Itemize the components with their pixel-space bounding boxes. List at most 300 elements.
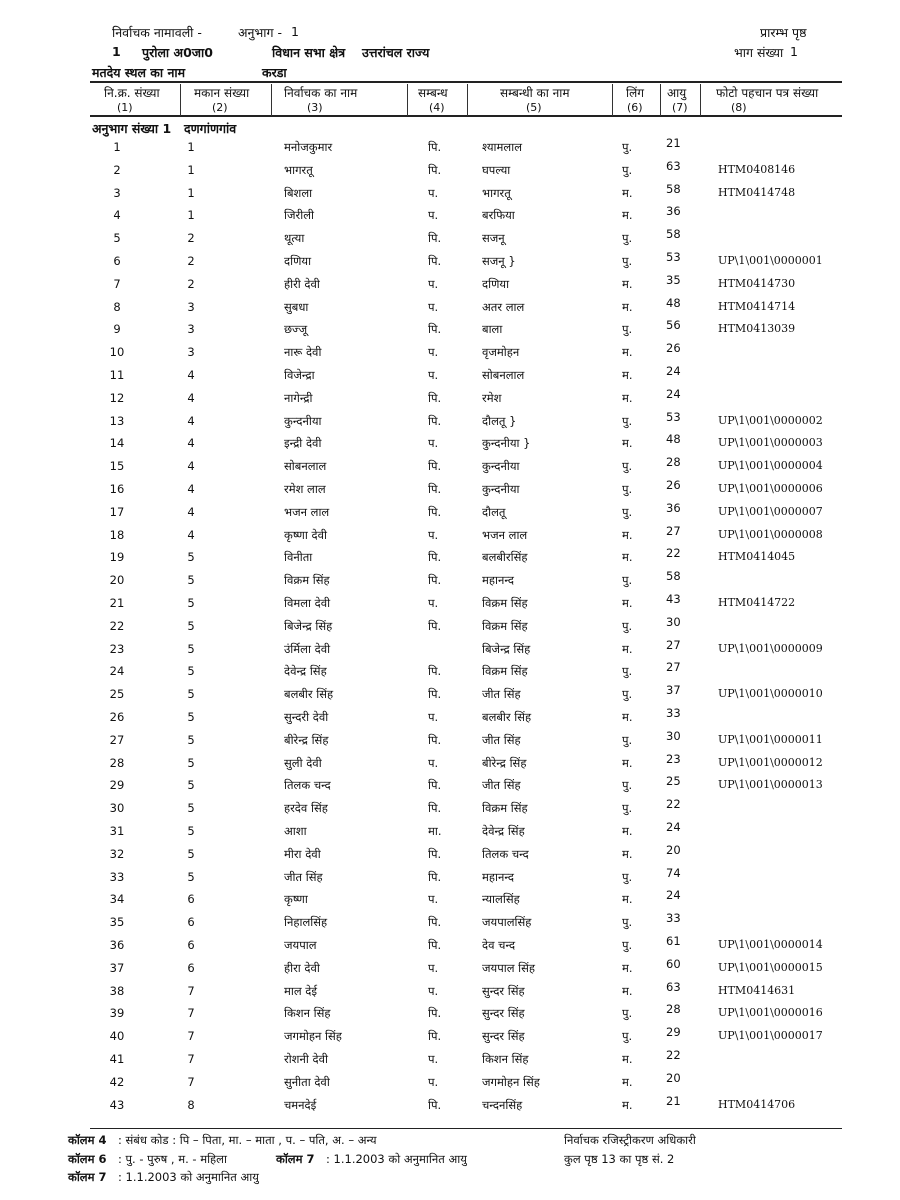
- header-bottom-rule: [90, 115, 842, 117]
- relative-name: न्यालसिंह: [482, 892, 520, 907]
- serial-number: 30: [109, 801, 125, 816]
- column-header-sex: लिंग: [626, 86, 645, 100]
- relative-name: बाला: [482, 322, 503, 337]
- column-divider: [407, 84, 408, 116]
- age: 56: [666, 318, 681, 333]
- age: 29: [666, 1025, 681, 1040]
- relation-code: प.: [428, 436, 439, 451]
- serial-number: 10: [109, 345, 125, 360]
- age: 37: [666, 683, 681, 698]
- relative-name: विक्रम सिंह: [482, 801, 528, 816]
- relative-name: दणिया: [482, 276, 510, 291]
- column-number: (2): [212, 101, 228, 114]
- column-divider: [467, 84, 468, 116]
- elector-name: बिजेन्द्र सिंह: [284, 618, 333, 633]
- relation-code: पि.: [428, 915, 442, 930]
- sex: म.: [622, 846, 633, 861]
- relative-name: विक्रम सिंह: [482, 618, 528, 633]
- column-header-epic: फोटो पहचान पत्र संख्या: [716, 86, 819, 100]
- serial-number: 28: [109, 755, 125, 770]
- relation-code: पि.: [428, 573, 442, 588]
- serial-number: 42: [109, 1074, 125, 1089]
- relation-code: पि.: [428, 1006, 442, 1021]
- sex: म.: [622, 824, 633, 838]
- house-number: 4: [187, 527, 195, 542]
- sex: पु.: [622, 687, 633, 702]
- elector-name: रमेश लाल: [284, 482, 326, 496]
- relation-code: पि.: [428, 504, 442, 519]
- relation-code: प.: [428, 710, 439, 724]
- serial-number: 34: [109, 892, 125, 907]
- table-row: [0, 637, 900, 665]
- elector-name: किशन सिंह: [284, 1006, 331, 1021]
- sex: म.: [622, 527, 633, 542]
- elector-name: जीत सिंह: [284, 869, 323, 884]
- relation-code: पि.: [428, 140, 442, 154]
- relation-code: पि.: [428, 1029, 442, 1044]
- epic-number: UP\1\001\0000016: [718, 1006, 823, 1020]
- relative-name: श्यामलाल: [482, 140, 522, 154]
- sex: म.: [622, 390, 633, 405]
- epic-number: HTM0414722: [718, 596, 796, 609]
- relation-code: पि.: [428, 254, 442, 268]
- epic-number: UP\1\001\0000017: [718, 1029, 823, 1043]
- sex: म.: [622, 1052, 633, 1066]
- sex: पु.: [622, 413, 633, 428]
- serial-number: 26: [109, 710, 125, 724]
- age: 63: [666, 158, 681, 173]
- start-page-label: प्रारम्भ पृष्ठ: [760, 25, 807, 40]
- sex: म.: [622, 710, 633, 724]
- column-divider: [180, 84, 181, 116]
- footer-col7-text: : 1.1.2003 को अनुमानित आयु: [326, 1152, 467, 1166]
- table-row: [0, 295, 900, 323]
- relative-name: महानन्द: [482, 869, 515, 884]
- elector-name: मीरा देवी: [284, 846, 321, 861]
- table-row: [0, 500, 900, 528]
- house-number: 5: [187, 687, 195, 702]
- serial-number: 1: [113, 140, 121, 154]
- house-number: 7: [187, 1074, 195, 1089]
- relation-code: पि.: [428, 664, 442, 679]
- table-row: [0, 1025, 900, 1052]
- house-number: 5: [187, 550, 195, 565]
- age: 33: [666, 706, 681, 720]
- serial-number: 16: [109, 482, 125, 496]
- sex: पु.: [622, 504, 633, 519]
- sex: म.: [622, 208, 633, 223]
- table-row: [0, 409, 900, 437]
- elector-name: विक्रम सिंह: [284, 573, 330, 588]
- relative-name: घपल्या: [482, 162, 511, 177]
- table-row: [0, 774, 900, 801]
- age: 26: [666, 478, 681, 492]
- relative-name: तिलक चन्द: [482, 846, 529, 861]
- table-row: [0, 546, 900, 573]
- relative-name: जीत सिंह: [482, 687, 521, 702]
- column-number: (1): [117, 101, 133, 114]
- sex: म.: [622, 596, 633, 610]
- house-number: 6: [187, 938, 195, 952]
- table-row: [0, 1093, 900, 1121]
- age: 20: [666, 842, 681, 857]
- house-number: 1: [187, 208, 195, 223]
- relative-name: बलबीरसिंह: [482, 550, 528, 565]
- serial-number: 2: [113, 162, 121, 177]
- sex: म.: [622, 983, 633, 998]
- house-number: 7: [187, 1029, 195, 1044]
- sex: पु.: [622, 732, 633, 747]
- age: 53: [666, 409, 681, 424]
- elector-name: हीरी देवी: [284, 276, 320, 291]
- age: 36: [666, 500, 681, 515]
- elector-name: नागेन्द्री: [284, 390, 313, 405]
- elector-name: सुनीता देवी: [284, 1074, 330, 1089]
- house-number: 1: [187, 185, 195, 200]
- column-divider: [271, 84, 272, 116]
- table-row: [0, 227, 900, 254]
- epic-number: HTM0414045: [718, 550, 796, 564]
- table-row: [0, 1070, 900, 1098]
- house-number: 5: [187, 618, 195, 633]
- relation-code: प.: [428, 983, 439, 998]
- column-header-name: निर्वाचक का नाम: [284, 86, 358, 100]
- serial-number: 39: [109, 1006, 125, 1021]
- registration-officer: निर्वाचक रजिस्ट्रीकरण अधिकारी: [564, 1133, 696, 1147]
- column-number: (3): [307, 101, 323, 114]
- sex: पु.: [622, 938, 633, 952]
- ac-number: 1: [112, 44, 121, 59]
- section-number-label: भाग संख्या: [734, 45, 784, 60]
- age: 26: [666, 341, 681, 356]
- age: 28: [666, 1002, 681, 1017]
- epic-number: UP\1\001\0000007: [718, 504, 823, 518]
- house-number: 4: [187, 504, 195, 519]
- house-number: 3: [187, 299, 195, 314]
- relation-code: मा.: [428, 824, 442, 838]
- serial-number: 23: [109, 641, 125, 656]
- relation-code: प.: [428, 208, 439, 223]
- serial-number: 40: [109, 1029, 125, 1044]
- serial-number: 22: [109, 618, 125, 633]
- footer-col4-label: कॉलम 4: [68, 1133, 107, 1147]
- serial-number: 20: [109, 573, 125, 588]
- serial-number: 8: [113, 299, 121, 314]
- header-top-rule: [90, 81, 842, 83]
- relation-code: पि.: [428, 459, 442, 474]
- relative-name: विक्रम सिंह: [482, 596, 528, 610]
- table-row: [0, 683, 900, 710]
- table-row: [0, 455, 900, 482]
- elector-name: जिरीली: [284, 208, 314, 223]
- relation-code: पि.: [428, 413, 442, 428]
- serial-number: 14: [109, 436, 125, 451]
- relative-name: कुन्दनीया: [482, 482, 520, 496]
- relation-code: पि.: [428, 162, 442, 177]
- relation-code: प.: [428, 345, 439, 360]
- house-number: 7: [187, 983, 195, 998]
- serial-number: 5: [113, 231, 121, 246]
- polling-station-label: मतदेय स्थल का नाम: [92, 65, 186, 80]
- footer-col4-text: : संबंध कोड : पि – पिता, मा. – माता , प. – पति, अ. – अन्य: [118, 1133, 377, 1147]
- state-name: उत्तरांचल राज्य: [362, 45, 430, 60]
- table-row: [0, 432, 900, 459]
- age: 25: [666, 774, 681, 789]
- relation-code: पि.: [428, 687, 442, 702]
- sex: पु.: [622, 482, 633, 496]
- elector-name: निहालसिंह: [284, 915, 328, 930]
- epic-number: UP\1\001\0000006: [718, 482, 823, 495]
- table-row: [0, 751, 900, 779]
- table-row: [0, 272, 900, 300]
- relation-code: पि.: [428, 801, 442, 816]
- sex: पु.: [622, 915, 633, 930]
- serial-number: 41: [109, 1052, 125, 1066]
- table-row: [0, 911, 900, 938]
- epic-number: UP\1\001\0000015: [718, 960, 823, 974]
- age: 61: [666, 934, 681, 948]
- house-number: 5: [187, 778, 195, 793]
- serial-number: 12: [109, 390, 125, 405]
- sex: म.: [622, 345, 633, 360]
- serial-number: 9: [113, 322, 121, 337]
- epic-number: HTM0408146: [718, 162, 796, 176]
- house-number: 4: [187, 390, 195, 405]
- column-number: (8): [731, 101, 747, 114]
- column-number: (6): [627, 101, 643, 114]
- sex: पु.: [622, 869, 633, 884]
- relative-name: सुन्दर सिंह: [482, 983, 525, 998]
- age: 21: [666, 1093, 681, 1108]
- relation-code: पि.: [428, 322, 442, 337]
- age: 24: [666, 386, 681, 401]
- age: 58: [666, 227, 681, 242]
- house-number: 1: [187, 140, 195, 154]
- sex: पु.: [622, 618, 633, 633]
- sex: पु.: [622, 573, 633, 588]
- serial-number: 25: [109, 687, 125, 702]
- house-number: 6: [187, 892, 195, 907]
- epic-number: HTM0414631: [718, 983, 796, 997]
- epic-number: HTM0414706: [718, 1097, 796, 1111]
- elector-name: दणिया: [284, 254, 312, 268]
- house-number: 3: [187, 322, 195, 337]
- elector-name: उंर्मिला देवी: [284, 641, 331, 656]
- table-row: [0, 956, 900, 984]
- relation-code: प.: [428, 1074, 439, 1089]
- sex: पु.: [622, 459, 633, 474]
- relative-name: भागरतू: [482, 185, 511, 200]
- elector-name: सुन्दरी देवी: [284, 710, 329, 724]
- age: 24: [666, 364, 681, 378]
- serial-number: 15: [109, 459, 125, 474]
- elector-name: कृष्णा: [284, 892, 308, 907]
- house-number: 5: [187, 824, 195, 838]
- relation-code: प.: [428, 368, 439, 382]
- elector-name: सुली देवी: [284, 755, 322, 770]
- elector-name: छज्जू: [284, 322, 308, 337]
- age: 22: [666, 546, 681, 561]
- age: 53: [666, 250, 681, 264]
- relative-name: अतर लाल: [482, 299, 525, 314]
- house-number: 2: [187, 276, 195, 291]
- table-row: [0, 523, 900, 551]
- age: 27: [666, 637, 681, 652]
- relative-name: जीत सिंह: [482, 732, 521, 747]
- age: 21: [666, 136, 681, 150]
- relative-name: विक्रम सिंह: [482, 664, 528, 679]
- table-row: [0, 706, 900, 733]
- serial-number: 17: [109, 504, 125, 519]
- relation-code: प.: [428, 1052, 439, 1066]
- age: 24: [666, 888, 681, 903]
- column-header-relative-name: सम्बन्धी का नाम: [500, 86, 570, 100]
- column-number: (4): [429, 101, 445, 114]
- footer-rule: [90, 1128, 842, 1129]
- epic-number: UP\1\001\0000003: [718, 436, 823, 450]
- age: 63: [666, 979, 681, 994]
- relative-name: कुन्दनीया }: [482, 436, 531, 451]
- serial-number: 3: [113, 185, 121, 200]
- relative-name: भजन लाल: [482, 527, 528, 542]
- relation-code: पि.: [428, 869, 442, 884]
- part-label: अनुभाग -: [238, 25, 283, 40]
- sex: म.: [622, 436, 633, 451]
- serial-number: 32: [109, 846, 125, 861]
- age: 58: [666, 181, 681, 196]
- sex: म.: [622, 368, 633, 382]
- sex: पु.: [622, 778, 633, 793]
- house-number: 4: [187, 459, 195, 474]
- serial-number: 4: [113, 208, 121, 223]
- elector-name: हीरा देवी: [284, 960, 320, 975]
- sex: म.: [622, 185, 633, 200]
- relative-name: जयपालसिंह: [482, 915, 532, 930]
- age: 22: [666, 1048, 681, 1062]
- village-name: दणगांणगांव: [184, 121, 237, 136]
- table-row: [0, 341, 900, 368]
- sex: म.: [622, 1097, 633, 1112]
- part-number: 1: [291, 24, 299, 39]
- relative-name: चन्दनसिंह: [482, 1097, 523, 1112]
- age: 22: [666, 797, 681, 812]
- house-number: 5: [187, 869, 195, 884]
- relative-name: सुन्दर सिंह: [482, 1029, 525, 1044]
- house-number: 5: [187, 664, 195, 679]
- table-row: [0, 364, 900, 391]
- epic-number: UP\1\001\0000012: [718, 755, 823, 769]
- relation-code: पि.: [428, 618, 442, 633]
- age: 30: [666, 728, 681, 743]
- elector-name: हरदेव सिंह: [284, 801, 328, 816]
- house-number: 7: [187, 1052, 195, 1066]
- elector-name: सोबनलाल: [284, 459, 327, 474]
- relation-code: प.: [428, 185, 439, 200]
- column-divider: [700, 84, 701, 116]
- house-number: 5: [187, 710, 195, 724]
- relation-code: प.: [428, 892, 439, 907]
- house-number: 5: [187, 732, 195, 747]
- column-number: (5): [526, 101, 542, 114]
- elector-name: विनीता: [284, 550, 313, 565]
- section-number: 1: [790, 44, 798, 59]
- serial-number: 7: [113, 276, 121, 291]
- relation-code: प.: [428, 755, 439, 770]
- elector-name: चमनदेई: [284, 1097, 317, 1112]
- column-divider: [612, 84, 613, 116]
- house-number: 4: [187, 482, 195, 496]
- serial-number: 19: [109, 550, 125, 565]
- elector-name: जयपाल: [284, 938, 317, 952]
- relative-name: सोबनलाल: [482, 368, 525, 382]
- table-row: [0, 797, 900, 824]
- elector-name: बिशला: [284, 185, 313, 200]
- epic-number: UP\1\001\0000002: [718, 413, 823, 427]
- epic-number: HTM0413039: [718, 322, 796, 336]
- relative-name: देव चन्द: [482, 938, 516, 952]
- house-number: 1: [187, 162, 195, 177]
- serial-number: 43: [109, 1097, 125, 1112]
- house-number: 8: [187, 1097, 195, 1112]
- table-row: [0, 865, 900, 893]
- relative-name: जयपाल सिंह: [482, 960, 536, 975]
- elector-name: देवेन्द्र सिंह: [284, 664, 327, 679]
- sex: म.: [622, 641, 633, 656]
- house-number: 5: [187, 801, 195, 816]
- age: 23: [666, 751, 681, 766]
- epic-number: UP\1\001\0000004: [718, 459, 823, 473]
- column-header-serial: नि.क्र. संख्या: [104, 86, 160, 100]
- age: 30: [666, 614, 681, 629]
- elector-name: सुबधा: [284, 299, 309, 314]
- house-number: 2: [187, 231, 195, 246]
- age: 33: [666, 911, 681, 926]
- age: 48: [666, 295, 681, 310]
- age: 43: [666, 592, 681, 606]
- epic-number: UP\1\001\0000010: [718, 687, 823, 701]
- table-row: [0, 614, 900, 642]
- elector-name: मनोजकुमार: [284, 140, 333, 154]
- serial-number: 24: [109, 664, 125, 679]
- table-row: [0, 660, 900, 687]
- sex: पु.: [622, 1006, 633, 1021]
- relation-code: पि.: [428, 231, 442, 246]
- epic-number: UP\1\001\0000001: [718, 254, 823, 267]
- age: 48: [666, 432, 681, 447]
- table-row: [0, 842, 900, 870]
- sex: म.: [622, 755, 633, 770]
- house-number: 5: [187, 846, 195, 861]
- serial-number: 13: [109, 413, 125, 428]
- age: 20: [666, 1070, 681, 1085]
- sex: म.: [622, 892, 633, 907]
- house-number: 4: [187, 368, 195, 382]
- epic-number: UP\1\001\0000014: [718, 938, 823, 951]
- epic-number: UP\1\001\0000013: [718, 778, 823, 792]
- table-row: [0, 569, 900, 596]
- serial-number: 11: [109, 368, 125, 382]
- column-header-age: आयु: [667, 86, 687, 100]
- relative-name: दौलतू: [482, 504, 506, 519]
- relation-code: प.: [428, 299, 439, 314]
- relation-code: पि.: [428, 778, 442, 793]
- ac-name: पुरोला अ0जा0: [142, 45, 213, 60]
- age: 35: [666, 272, 681, 287]
- table-row: [0, 1048, 900, 1075]
- serial-number: 31: [109, 824, 125, 838]
- sex: म.: [622, 550, 633, 565]
- constituency-label: विधान सभा क्षेत्र: [272, 45, 346, 60]
